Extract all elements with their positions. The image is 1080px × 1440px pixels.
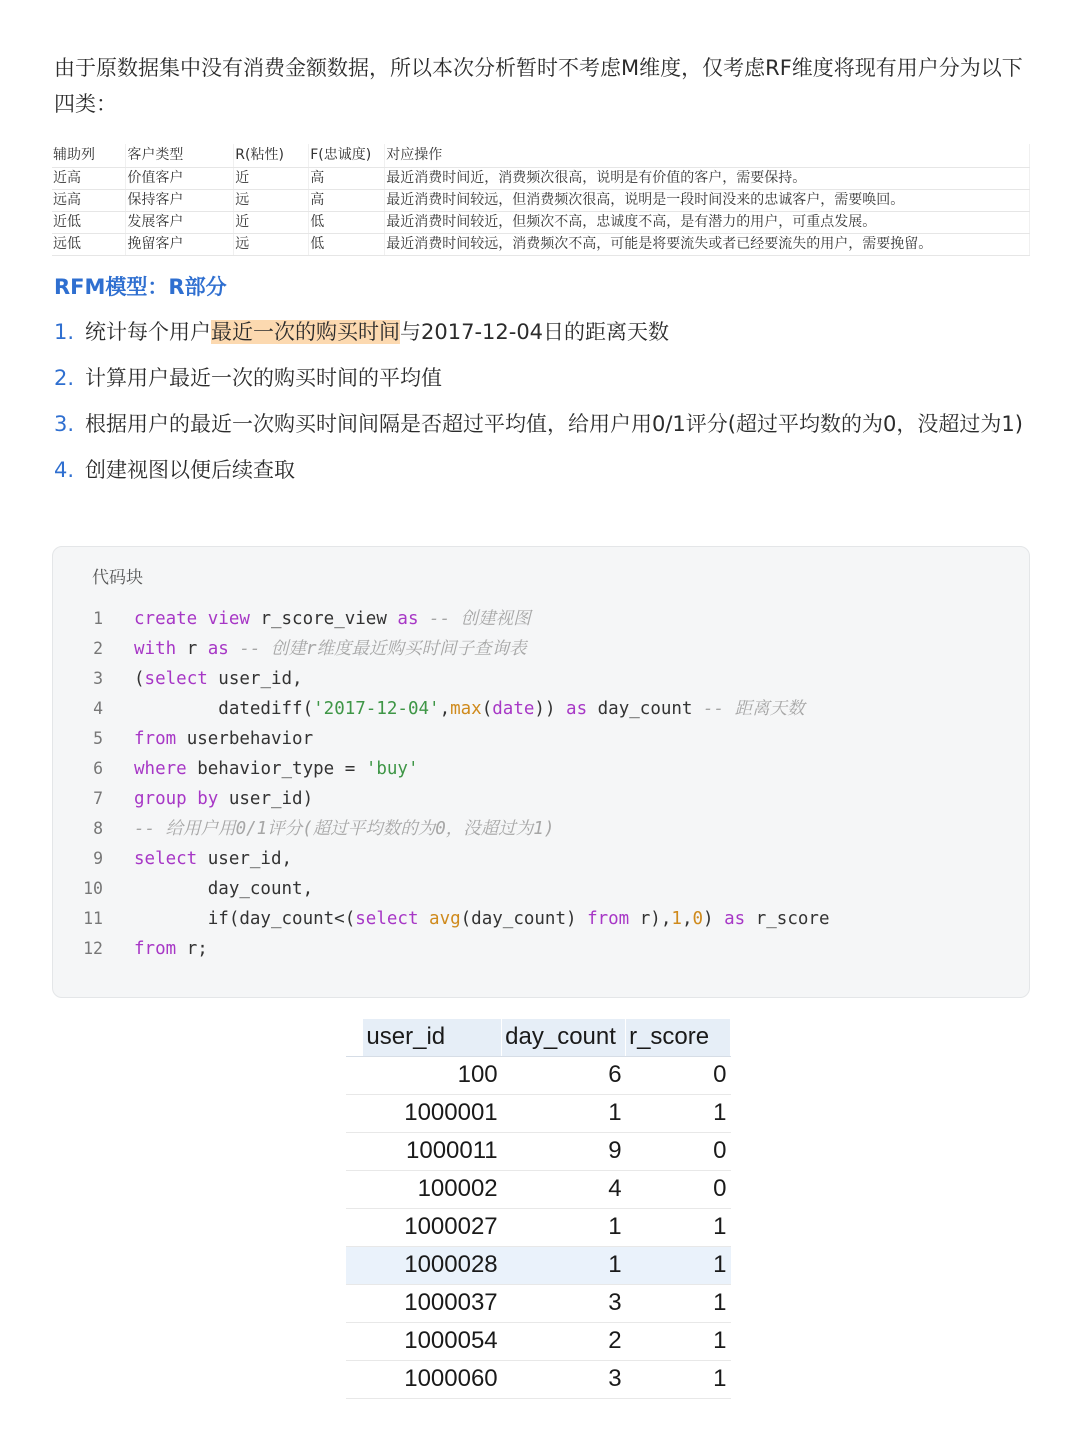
row-selector bbox=[346, 1246, 363, 1284]
row-selector bbox=[346, 1360, 363, 1398]
table-cell: 近 bbox=[234, 167, 309, 189]
code-line bbox=[53, 694, 1029, 724]
code-text: create view r_score_view as -- 创建视图 bbox=[134, 609, 531, 629]
text-segment: 与2017-12-04日的距离天数 bbox=[400, 320, 670, 344]
code-line bbox=[53, 904, 1029, 934]
row-selector-header bbox=[346, 1019, 363, 1056]
table-cell: 1000028 bbox=[363, 1246, 502, 1284]
code-block[interactable] bbox=[52, 546, 1030, 998]
line-number: 6 bbox=[93, 759, 103, 778]
table-cell: 1 bbox=[626, 1360, 731, 1398]
table-cell: 远高 bbox=[52, 189, 126, 211]
list-number: 3. bbox=[54, 412, 75, 436]
header-cell: 客户类型 bbox=[126, 144, 234, 167]
list-item bbox=[54, 406, 1029, 442]
list-item bbox=[54, 314, 1029, 350]
table-cell: 6 bbox=[502, 1056, 626, 1094]
list-number: 1. bbox=[54, 320, 75, 344]
list-item bbox=[54, 360, 1029, 396]
line-number: 9 bbox=[93, 849, 103, 868]
row-selector bbox=[346, 1170, 363, 1208]
table-cell: 低 bbox=[309, 211, 385, 233]
table-cell: 最近消费时间较远，但消费频次很高，说明是一段时间没来的忠诚客户，需要唤回。 bbox=[385, 189, 1030, 211]
table-row[interactable] bbox=[346, 1132, 731, 1170]
table-row[interactable] bbox=[346, 1322, 731, 1360]
intro-paragraph: 由于原数据集中没有消费金额数据，所以本次分析暂时不考虑M维度，仅考虑RF维度将现有用户分为以下四类： bbox=[54, 56, 1023, 116]
table-cell: 100 bbox=[363, 1056, 502, 1094]
table-cell: 高 bbox=[309, 167, 385, 189]
table-cell: 1000011 bbox=[363, 1132, 502, 1170]
row-selector bbox=[346, 1208, 363, 1246]
row-selector bbox=[346, 1056, 363, 1094]
list-item-text: 根据用户的最近一次购买时间间隔是否超过平均值，给用户用0/1评分(超过平均数的为0，没超过为1) bbox=[85, 412, 1023, 436]
table-cell: 发展客户 bbox=[126, 211, 234, 233]
table-cell: 0 bbox=[626, 1170, 731, 1208]
table-row[interactable] bbox=[346, 1056, 731, 1094]
header-cell: F(忠诚度) bbox=[309, 144, 385, 167]
line-number: 10 bbox=[83, 879, 103, 898]
line-number: 11 bbox=[83, 909, 103, 928]
table-cell: 1 bbox=[626, 1246, 731, 1284]
table-cell: 远 bbox=[234, 233, 309, 255]
table-cell: 3 bbox=[502, 1360, 626, 1398]
table-cell: 4 bbox=[502, 1170, 626, 1208]
code-text: group by user_id) bbox=[134, 789, 314, 809]
list-number: 4. bbox=[54, 458, 75, 482]
table-cell: 高 bbox=[309, 189, 385, 211]
header-cell: R(粘性) bbox=[234, 144, 309, 167]
code-text: datediff('2017-12-04',max(date)) as day_count -- 距离天数 bbox=[134, 699, 805, 719]
table-cell: 1 bbox=[626, 1284, 731, 1322]
table-cell: 最近消费时间较远，消费频次不高，可能是将要流失或者已经要流失的用户，需要挽留。 bbox=[385, 233, 1030, 255]
result-table-header bbox=[346, 1019, 731, 1056]
code-line bbox=[53, 814, 1029, 844]
table-cell: 近高 bbox=[52, 167, 126, 189]
table-row bbox=[52, 167, 1030, 189]
table-cell: 1 bbox=[626, 1094, 731, 1132]
row-selector bbox=[346, 1094, 363, 1132]
table-row[interactable] bbox=[346, 1360, 731, 1398]
table-cell: 0 bbox=[626, 1056, 731, 1094]
table-cell: 挽留客户 bbox=[126, 233, 234, 255]
table-cell: 1 bbox=[502, 1246, 626, 1284]
line-number: 4 bbox=[93, 699, 103, 718]
table-cell: 9 bbox=[502, 1132, 626, 1170]
list-number: 2. bbox=[54, 366, 75, 390]
code-line bbox=[53, 604, 1029, 634]
result-table-container bbox=[346, 1019, 731, 1399]
table-row bbox=[52, 233, 1030, 255]
code-block-label: 代码块 bbox=[92, 568, 143, 588]
table-cell: 0 bbox=[626, 1132, 731, 1170]
section-title: RFM模型：R部分 bbox=[54, 275, 227, 299]
table-cell: 1000001 bbox=[363, 1094, 502, 1132]
table-cell: 1000037 bbox=[363, 1284, 502, 1322]
code-text: with r as -- 创建r维度最近购买时间子查询表 bbox=[134, 639, 527, 659]
column-header[interactable]: r_score bbox=[626, 1019, 731, 1056]
table-cell: 远低 bbox=[52, 233, 126, 255]
code-lines bbox=[53, 604, 1029, 964]
code-text: if(day_count<(select avg(day_count) from r),1,0) as r_score bbox=[134, 909, 830, 929]
line-number: 2 bbox=[93, 639, 103, 658]
row-selector bbox=[346, 1322, 363, 1360]
line-number: 8 bbox=[93, 819, 103, 838]
line-number: 12 bbox=[83, 939, 103, 958]
table-cell: 100002 bbox=[363, 1170, 502, 1208]
table-cell: 最近消费时间较近，但频次不高，忠诚度不高，是有潜力的用户，可重点发展。 bbox=[385, 211, 1030, 233]
table-cell: 低 bbox=[309, 233, 385, 255]
code-line bbox=[53, 844, 1029, 874]
code-line bbox=[53, 724, 1029, 754]
code-text: select user_id, bbox=[134, 849, 293, 869]
header-cell: 辅助列 bbox=[52, 144, 126, 167]
table-row[interactable] bbox=[346, 1170, 731, 1208]
table-row[interactable] bbox=[346, 1284, 731, 1322]
highlighted-text: 最近一次的购买时间 bbox=[211, 320, 400, 344]
header-cell: 对应操作 bbox=[385, 144, 1030, 167]
code-line bbox=[53, 874, 1029, 904]
code-text: -- 给用户用0/1评分(超过平均数的为0，没超过为1) bbox=[134, 819, 555, 839]
line-number: 5 bbox=[93, 729, 103, 748]
line-number: 1 bbox=[93, 609, 103, 628]
table-cell: 价值客户 bbox=[126, 167, 234, 189]
code-line bbox=[53, 634, 1029, 664]
segment-table-header-row bbox=[52, 144, 1030, 167]
text-segment: 统计每个用户 bbox=[85, 320, 211, 344]
table-cell: 1000060 bbox=[363, 1360, 502, 1398]
table-cell: 1 bbox=[626, 1208, 731, 1246]
table-cell: 1 bbox=[626, 1322, 731, 1360]
list-item bbox=[54, 452, 1029, 488]
list-item-text: 创建视图以便后续查取 bbox=[85, 458, 295, 482]
table-row bbox=[52, 189, 1030, 211]
line-number: 3 bbox=[93, 669, 103, 688]
code-line bbox=[53, 664, 1029, 694]
table-cell: 2 bbox=[502, 1322, 626, 1360]
table-row[interactable] bbox=[346, 1208, 731, 1246]
row-selector bbox=[346, 1284, 363, 1322]
code-text: from userbehavior bbox=[134, 729, 314, 749]
table-cell: 1000027 bbox=[363, 1208, 502, 1246]
steps-list bbox=[54, 314, 1029, 488]
result-table bbox=[346, 1019, 731, 1399]
column-header[interactable]: user_id bbox=[363, 1019, 502, 1056]
code-text: where behavior_type = 'buy' bbox=[134, 759, 419, 779]
code-line bbox=[53, 784, 1029, 814]
table-cell: 远 bbox=[234, 189, 309, 211]
list-item-text bbox=[85, 314, 1029, 350]
row-selector bbox=[346, 1132, 363, 1170]
table-cell: 近低 bbox=[52, 211, 126, 233]
code-text: from r; bbox=[134, 939, 208, 959]
table-row-selected[interactable] bbox=[346, 1246, 731, 1284]
code-text: day_count, bbox=[134, 879, 314, 899]
table-cell: 近 bbox=[234, 211, 309, 233]
code-text: (select user_id, bbox=[134, 669, 303, 689]
table-row[interactable] bbox=[346, 1094, 731, 1132]
code-line bbox=[53, 754, 1029, 784]
table-cell: 3 bbox=[502, 1284, 626, 1322]
table-cell: 1 bbox=[502, 1094, 626, 1132]
table-cell: 1000054 bbox=[363, 1322, 502, 1360]
line-number: 7 bbox=[93, 789, 103, 808]
table-cell: 最近消费时间近，消费频次很高，说明是有价值的客户，需要保持。 bbox=[385, 167, 1030, 189]
table-cell: 1 bbox=[502, 1208, 626, 1246]
segment-table bbox=[52, 144, 1030, 256]
code-line bbox=[53, 934, 1029, 964]
column-header[interactable]: day_count bbox=[502, 1019, 626, 1056]
table-cell: 保持客户 bbox=[126, 189, 234, 211]
list-item-text: 计算用户最近一次的购买时间的平均值 bbox=[85, 366, 442, 390]
table-row bbox=[52, 211, 1030, 233]
